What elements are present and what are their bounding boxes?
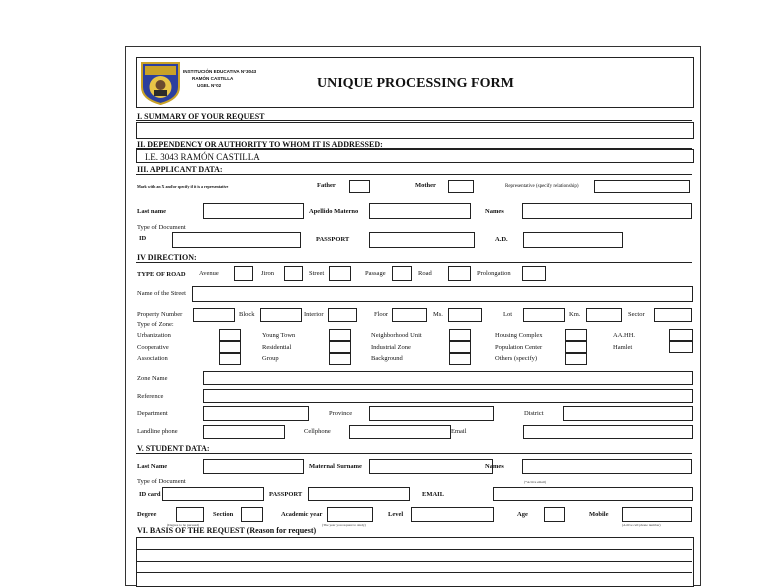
divider bbox=[136, 120, 692, 121]
cellphone-field[interactable] bbox=[349, 425, 451, 439]
section-1-title: I. SUMMARY OF YOUR REQUEST bbox=[137, 112, 265, 121]
district-field[interactable] bbox=[563, 406, 693, 421]
group-label: Group bbox=[262, 355, 279, 362]
avenue-label: Avenue bbox=[199, 270, 219, 277]
lot-label: Lot bbox=[503, 311, 513, 318]
department-field[interactable] bbox=[203, 406, 309, 421]
type-of-zone-label: Type of Zone: bbox=[137, 321, 174, 328]
jiron-checkbox[interactable] bbox=[284, 266, 303, 281]
institution-line-3: UGEL N°02 bbox=[197, 83, 222, 88]
father-label: Father bbox=[317, 182, 336, 189]
passage-label: Passage bbox=[365, 270, 386, 277]
mobile-field[interactable] bbox=[622, 507, 692, 522]
student-names-label: Names bbox=[485, 463, 504, 470]
aahh-label: AA.HH. bbox=[613, 332, 636, 339]
others-label: Others (specify) bbox=[495, 355, 538, 362]
passport-label: PASSPORT bbox=[316, 236, 350, 243]
sector-field[interactable] bbox=[654, 308, 692, 322]
ms-label: Ms. bbox=[433, 311, 443, 318]
km-field[interactable] bbox=[586, 308, 622, 322]
zone-checkbox-col4-a[interactable] bbox=[565, 329, 587, 341]
academic-year-note: (The year you request to study) bbox=[322, 523, 366, 527]
lot-field[interactable] bbox=[523, 308, 565, 322]
ad-label: A.D. bbox=[495, 236, 508, 243]
urbanization-label: Urbanization bbox=[137, 332, 171, 339]
landline-label: Landline phone bbox=[137, 428, 178, 435]
prolongation-checkbox[interactable] bbox=[522, 266, 546, 281]
authority-value: I.E. 3043 RAMÓN CASTILLA bbox=[145, 152, 260, 162]
apellido-materno-field[interactable] bbox=[369, 203, 471, 219]
cellphone-label: Cellphone bbox=[304, 428, 331, 435]
province-label: Province bbox=[329, 410, 353, 417]
mobile-note: (Active cell phone number) bbox=[622, 523, 661, 527]
zone-name-label: Zone Name bbox=[137, 375, 168, 382]
zone-checkbox-col4-b[interactable] bbox=[565, 341, 587, 353]
young-town-label: Young Town bbox=[262, 332, 296, 339]
divider bbox=[136, 262, 692, 263]
student-id-card-label: ID card bbox=[139, 491, 161, 498]
zone-checkbox-col1-b[interactable] bbox=[219, 341, 241, 353]
student-names-field[interactable] bbox=[522, 459, 692, 474]
passage-checkbox[interactable] bbox=[392, 266, 412, 281]
zone-checkbox-col4-c[interactable] bbox=[565, 353, 587, 365]
academic-year-label: Academic year bbox=[281, 511, 323, 518]
interior-field[interactable] bbox=[328, 308, 357, 322]
mark-note: Mark with an X and/or specify if it is a representative bbox=[137, 184, 229, 189]
father-checkbox[interactable] bbox=[349, 180, 370, 193]
property-number-label: Property Number bbox=[137, 311, 183, 318]
section-4-title: IV DIRECTION: bbox=[137, 253, 197, 262]
section-5-title: V. STUDENT DATA: bbox=[137, 444, 210, 453]
block-label: Block bbox=[239, 311, 255, 318]
divider bbox=[136, 174, 692, 175]
divider bbox=[136, 453, 692, 454]
section-label: Section bbox=[213, 511, 234, 518]
zone-name-field[interactable] bbox=[203, 371, 693, 385]
type-of-road-label: TYPE OF ROAD bbox=[137, 271, 186, 278]
student-passport-label: PASSPORT bbox=[269, 491, 303, 498]
avenue-checkbox[interactable] bbox=[234, 266, 253, 281]
zone-checkbox-col5-b[interactable] bbox=[669, 341, 693, 353]
cooperative-label: Cooperative bbox=[137, 344, 169, 351]
section-6-title: VI. BASIS OF THE REQUEST (Reason for request) bbox=[137, 526, 317, 535]
level-label: Level bbox=[388, 511, 404, 518]
degree-note: (Degree to be pursued) bbox=[167, 523, 200, 527]
mother-label: Mother bbox=[415, 182, 436, 189]
reference-label: Reference bbox=[137, 393, 164, 400]
street-label: Street bbox=[309, 270, 325, 277]
jiron-label: Jiron bbox=[261, 270, 274, 277]
hamlet-label: Hamlet bbox=[613, 344, 633, 351]
age-field[interactable] bbox=[544, 507, 565, 522]
id-label: ID bbox=[139, 235, 147, 242]
reason-line bbox=[136, 561, 692, 562]
zone-checkbox-col1-a[interactable] bbox=[219, 329, 241, 341]
maternal-surname-label: Maternal Surname bbox=[309, 463, 362, 470]
mobile-label: Mobile bbox=[589, 511, 609, 518]
last-name-field[interactable] bbox=[203, 203, 304, 219]
landline-field[interactable] bbox=[203, 425, 285, 439]
district-label: District bbox=[524, 410, 544, 417]
road-checkbox[interactable] bbox=[448, 266, 471, 281]
institution-line-2: RAMÓN CASTILLA bbox=[192, 76, 234, 81]
form-title: UNIQUE PROCESSING FORM bbox=[317, 76, 514, 91]
reason-line bbox=[136, 549, 692, 550]
property-number-field[interactable] bbox=[193, 308, 235, 322]
ad-field[interactable] bbox=[523, 232, 623, 248]
apellido-materno-label: Apellido Materno bbox=[309, 208, 359, 215]
student-last-name-label: Last Name bbox=[137, 463, 168, 470]
email-field[interactable] bbox=[523, 425, 693, 439]
last-name-label: Last name bbox=[137, 208, 167, 215]
block-field[interactable] bbox=[260, 308, 302, 322]
names-field[interactable] bbox=[522, 203, 692, 219]
degree-label: Degree bbox=[137, 511, 157, 518]
school-crest-logo bbox=[139, 61, 182, 105]
zone-checkbox-col3-b[interactable] bbox=[449, 341, 471, 353]
section-3-title: III. APPLICANT DATA: bbox=[137, 165, 223, 174]
floor-field[interactable] bbox=[392, 308, 427, 322]
zone-checkbox-col1-c[interactable] bbox=[219, 353, 241, 365]
student-id-field[interactable] bbox=[162, 487, 264, 501]
street-name-field[interactable] bbox=[192, 286, 693, 302]
street-name-label: Name of the Street bbox=[137, 290, 186, 297]
road-label: Road bbox=[418, 270, 432, 277]
background-label: Background bbox=[371, 355, 403, 362]
zone-checkbox-col2-c[interactable] bbox=[329, 353, 351, 365]
zone-checkbox-col3-a[interactable] bbox=[449, 329, 471, 341]
document-type-label: Type of Document bbox=[137, 224, 186, 231]
institution-line-1: INSTITUCIÓN EDUCATIVA N°3043 bbox=[183, 69, 257, 74]
section-field[interactable] bbox=[241, 507, 263, 522]
association-label: Association bbox=[137, 355, 168, 362]
student-email-label: EMAIL bbox=[422, 491, 445, 498]
student-document-type-label: Type of Document bbox=[137, 478, 186, 485]
mother-checkbox[interactable] bbox=[448, 180, 474, 193]
level-field[interactable] bbox=[411, 507, 494, 522]
street-checkbox[interactable] bbox=[329, 266, 351, 281]
zone-checkbox-col2-a[interactable] bbox=[329, 329, 351, 341]
industrial-zone-label: Industrial Zone bbox=[371, 344, 411, 351]
degree-field[interactable] bbox=[176, 507, 204, 522]
student-last-name-field[interactable] bbox=[203, 459, 304, 474]
department-label: Department bbox=[137, 410, 168, 417]
active-email-note: (*Active email) bbox=[524, 480, 547, 484]
reason-field[interactable] bbox=[136, 537, 694, 587]
neighborhood-unit-label: Neighborhood Unit bbox=[371, 332, 422, 339]
reason-line bbox=[136, 572, 692, 573]
maternal-surname-field[interactable] bbox=[369, 459, 493, 474]
form-page bbox=[125, 46, 701, 586]
reference-field[interactable] bbox=[203, 389, 693, 403]
age-label: Age bbox=[517, 511, 528, 518]
email-label: Email bbox=[451, 428, 467, 435]
residential-label: Residential bbox=[262, 344, 292, 351]
province-field[interactable] bbox=[369, 406, 494, 421]
student-email-field[interactable] bbox=[493, 487, 693, 501]
request-summary-field[interactable] bbox=[136, 122, 694, 139]
representative-field[interactable] bbox=[594, 180, 690, 193]
student-passport-field[interactable] bbox=[308, 487, 410, 501]
id-field[interactable] bbox=[172, 232, 301, 248]
passport-field[interactable] bbox=[369, 232, 475, 248]
km-label: Km. bbox=[569, 311, 581, 318]
section-2-title: II. DEPENDENCY OR AUTHORITY TO WHOM IT IS ADDRESSED: bbox=[137, 140, 383, 149]
sector-label: Sector bbox=[628, 311, 645, 318]
housing-complex-label: Housing Complex bbox=[495, 332, 543, 339]
names-label: Names bbox=[485, 208, 504, 215]
floor-label: Floor bbox=[374, 311, 389, 318]
zone-checkbox-col2-b[interactable] bbox=[329, 341, 351, 353]
interior-label: Interior bbox=[304, 311, 324, 318]
prolongation-label: Prolongation bbox=[477, 270, 511, 277]
zone-checkbox-col5-a[interactable] bbox=[669, 329, 693, 341]
representative-label: Representative (specify relationship) bbox=[505, 184, 579, 189]
ms-field[interactable] bbox=[448, 308, 482, 322]
zone-checkbox-col3-c[interactable] bbox=[449, 353, 471, 365]
population-center-label: Population Center bbox=[495, 344, 543, 351]
academic-year-field[interactable] bbox=[327, 507, 373, 522]
